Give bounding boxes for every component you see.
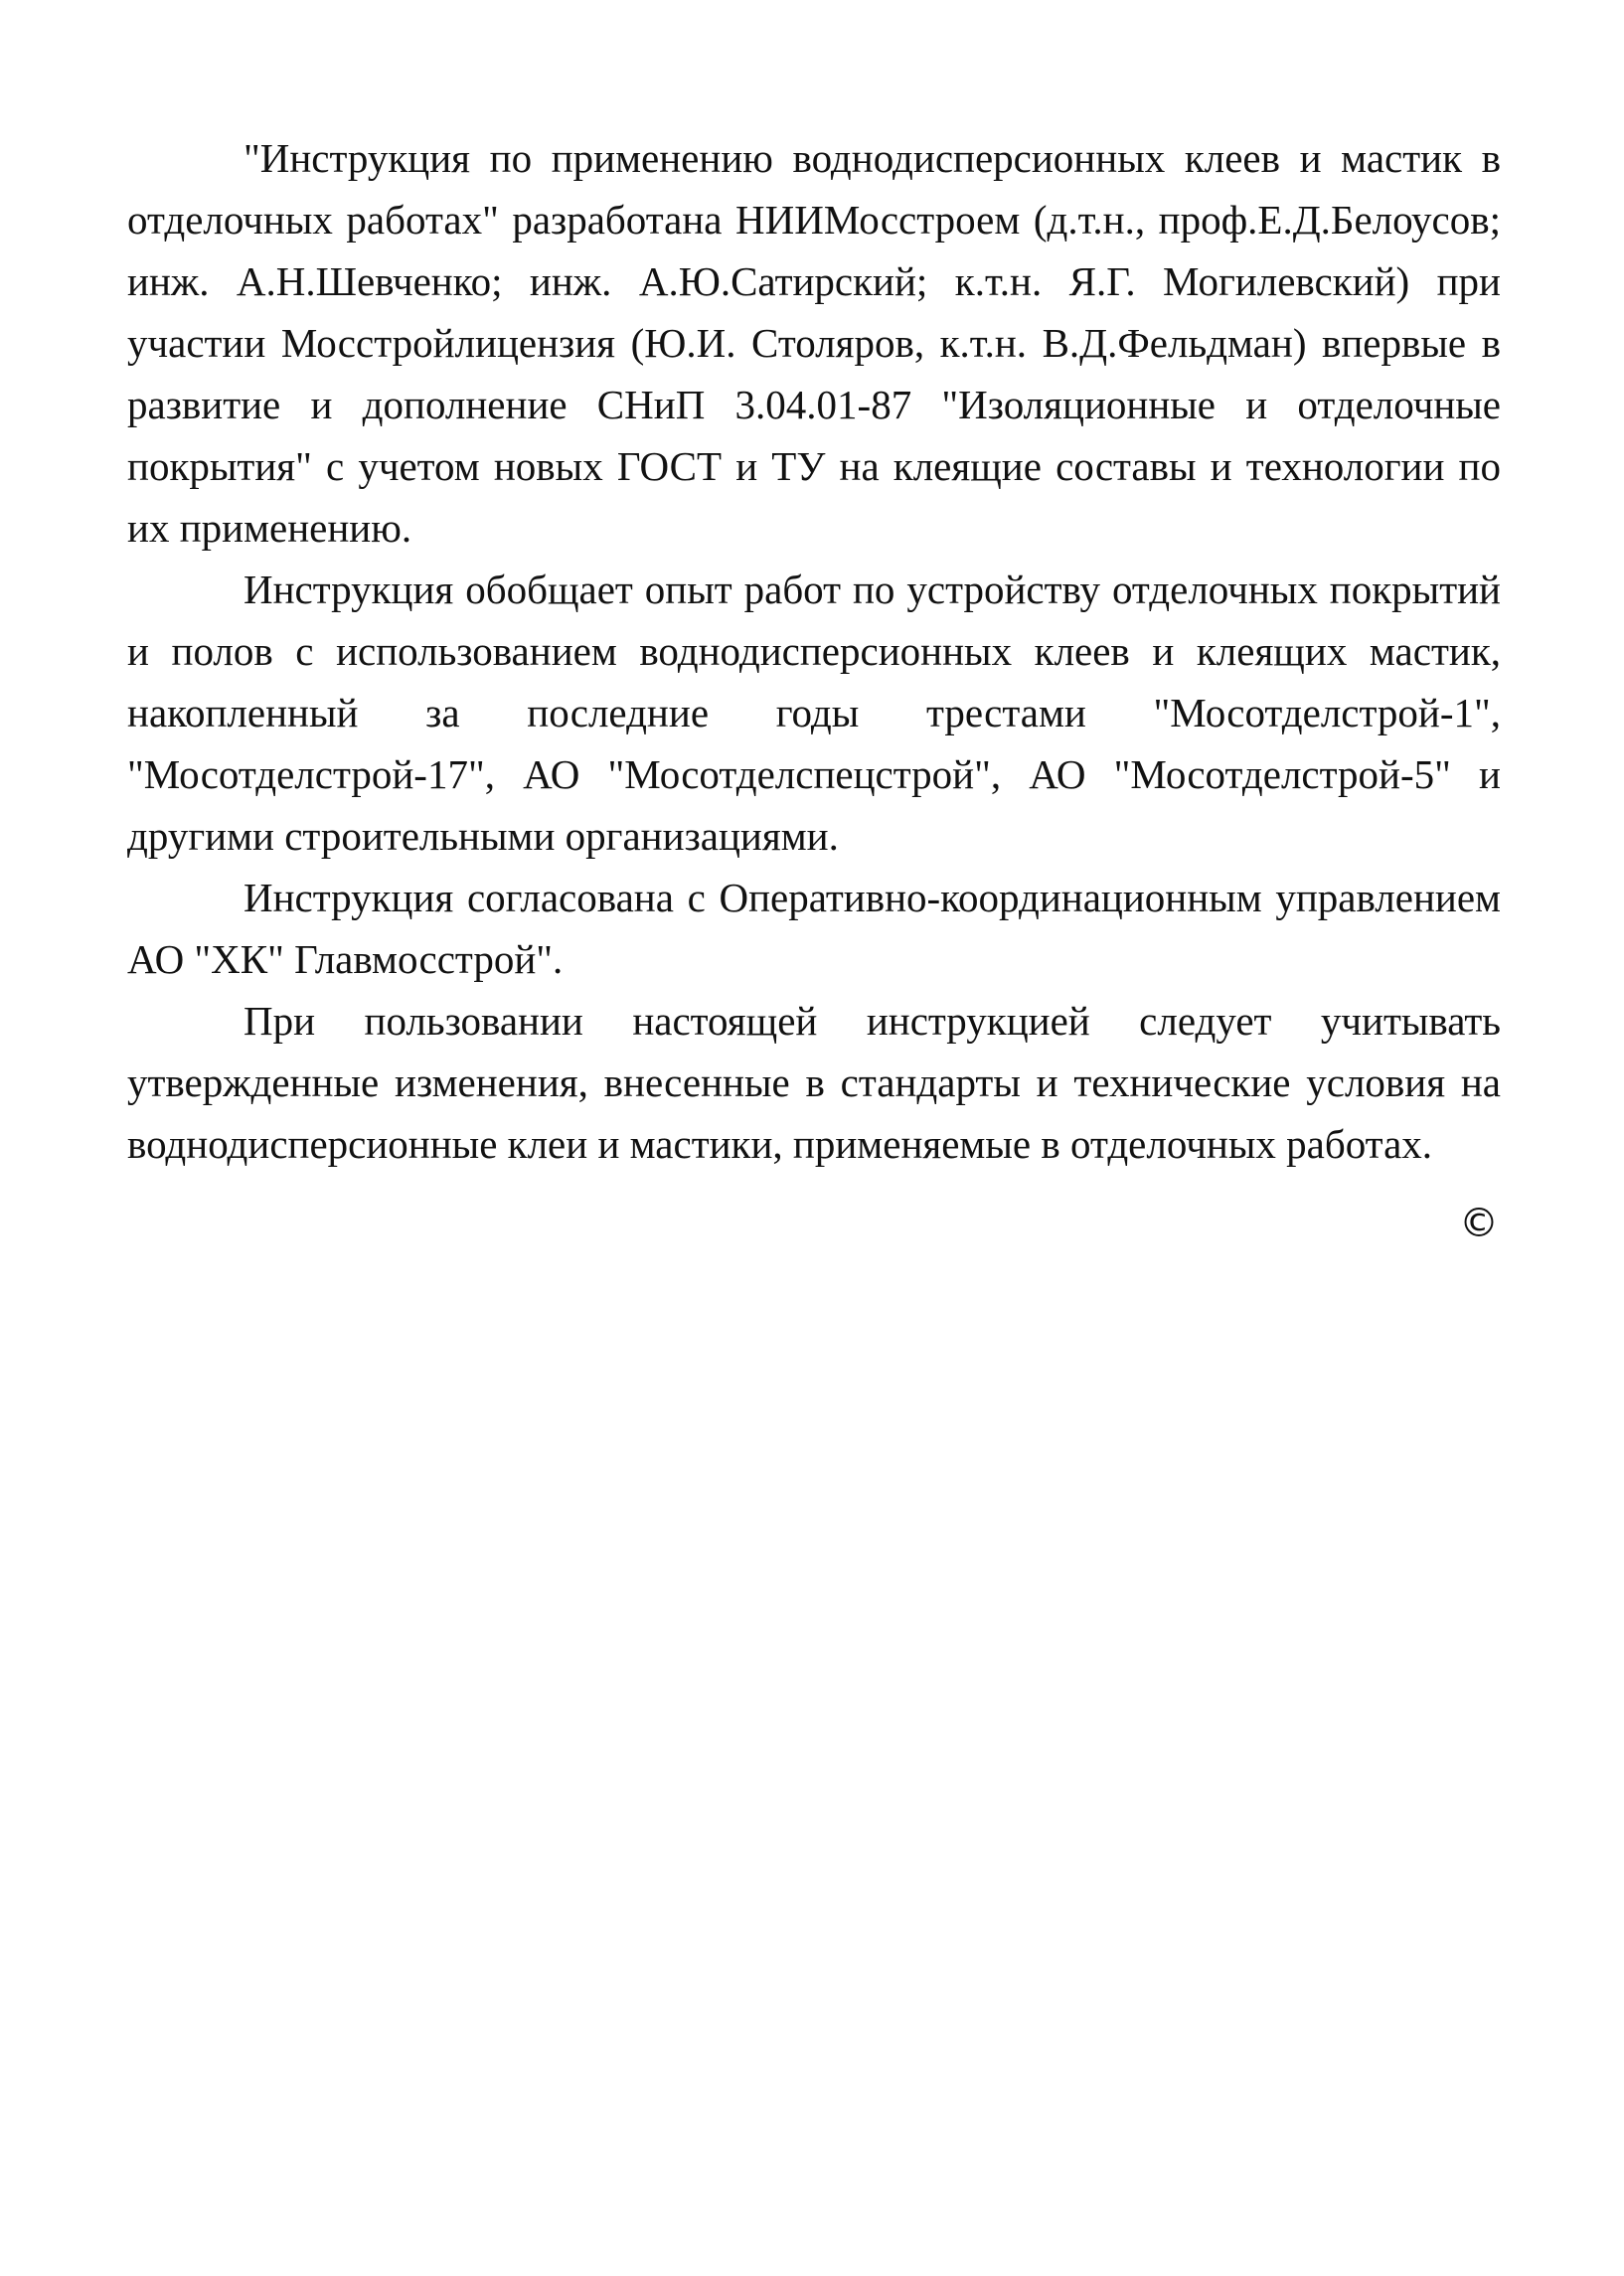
- paragraph-usage-note: При пользовании настоящей инструкцией следует учитывать утвержденные изменения, внесенные в стандарты и технические условия на воднодисперсионные клеи и мастики, применяемые в отделочных работах.: [127, 998, 1501, 1167]
- document-body: [127, 127, 1501, 1175]
- paragraph-approval: Инструкция согласована с Оперативно-координационным управлением АО "ХК" Главмосстрой".: [127, 875, 1501, 982]
- copyright-mark: ©: [1459, 1201, 1499, 1246]
- paragraph-experience: Инструкция обобщает опыт работ по устройству отделочных покрытий и полов с использованием воднодисперсионных клеев и клеящих мастик, накопленный за последние годы трестами "Мосотделстрой-1", "Мосотделстрой-17", АО "Мосотделспецстрой", АО "Мосотделстрой-5" и другими строительными организациями.: [127, 567, 1501, 859]
- paragraph-authorship: "Инструкция по применению воднодисперсионных клеев и мастик в отделочных работах" разработана НИИМосстроем (д.т.н., проф.Е.Д.Белоусов; инж. А.Н.Шевченко; инж. А.Ю.Сатирский; к.т.н. Я.Г. Могилевский) при участии Мосстройлицензия (Ю.И. Столяров, к.т.н. В.Д.Фельдман) впервые в развитие и дополнение СНиП 3.04.01-87 "Изоляционные и отделочные покрытия" с учетом новых ГОСТ и ТУ на клеящие составы и технологии по их применению.: [127, 135, 1501, 551]
